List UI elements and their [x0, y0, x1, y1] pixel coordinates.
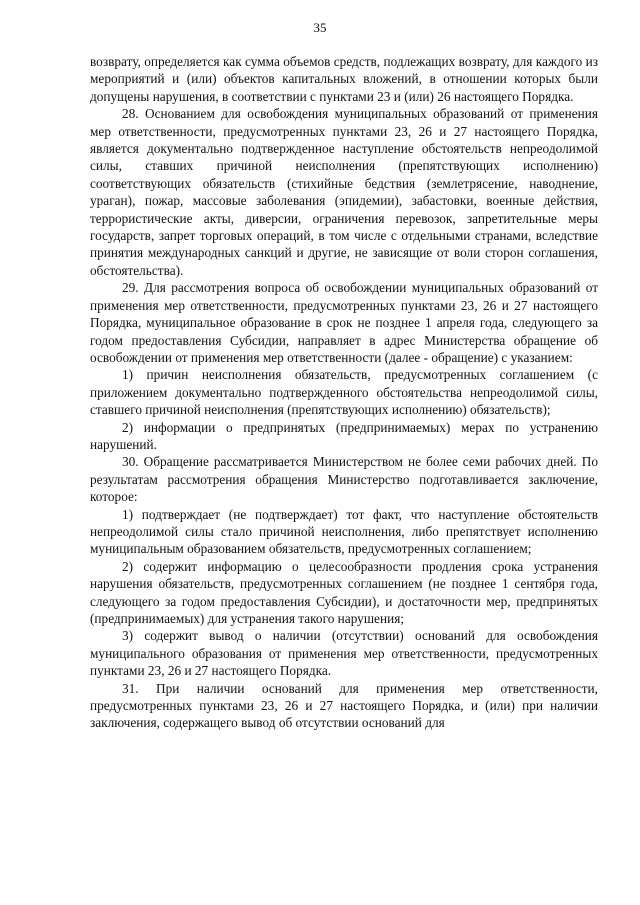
paragraph-30-item-1: 1) подтверждает (не подтверждает) тот факт, что наступление обстоятельств непреодолимой силы стало причиной неисполнения, либо препятствует исполнению муниципальным образованием обязательств, предусмотренных соглашением;: [90, 506, 598, 557]
paragraph-28: 28. Основанием для освобождения муниципальных образований от применения мер ответственности, предусмотренных пунктами 23, 26 и 27 настоящего Порядка, является документально подтвержденное наступление обстоятельств непреодолимой силы, ставших причиной неисполнения (препятствующих исполнению) соответствующих обязательств (стихийные бедствия (землетрясение, наводнение, ураган), пожар, массовые заболевания (эпидемии), забастовки, военные действия, террористические акты, диверсии, ограничения перевозок, запретительные меры государств, запрет торговых операций, в том числе с отдельными странами, вследствие принятия международных санкций и другие, не зависящие от воли сторон соглашения, обстоятельства).: [90, 106, 598, 278]
document-body: [90, 53, 598, 732]
paragraph-29-item-2: 2) информации о предпринятых (предпринимаемых) мерах по устранению нарушений.: [90, 419, 598, 452]
paragraph-31: 31. При наличии оснований для применения мер ответственности, предусмотренных пунктами 23, 26 и 27 настоящего Порядка, и (или) при наличии заключения, содержащего вывод об отсутствии оснований для: [90, 680, 598, 731]
paragraph-30-item-2: 2) содержит информацию о целесообразности продления срока устранения нарушения обязательств, предусмотренных соглашением (не позднее 1 сентября года, следующего за годом предоставления Субсидии), и достаточности мер, предпринятых (предпринимаемых) для устранения такого нарушения;: [90, 558, 598, 626]
paragraph-continuation: возврату, определяется как сумма объемов средств, подлежащих возврату, для каждого из мероприятий и (или) объектов капитальных вложений, в отношении которых были допущены нарушения, в соответствии с пунктами 23 и (или) 26 настоящего Порядка.: [90, 54, 598, 104]
page-number: 35: [313, 20, 327, 35]
paragraph-29: 29. Для рассмотрения вопроса об освобождении муниципальных образований от применения мер ответственности, предусмотренных пунктами 23, 26 и 27 настоящего Порядка, муниципальное образование в срок не позднее 1 апреля года, следующего за годом предоставления Субсидии, направляет в адрес Министерства обращение об освобождении от применения мер ответственности (далее - обращение) с указанием:: [90, 280, 598, 365]
paragraph-30-item-3: 3) содержит вывод о наличии (отсутствии) оснований для освобождения муниципального образования от применения мер ответственности, предусмотренных пунктами 23, 26 и 27 настоящего Порядка.: [90, 628, 598, 679]
paragraph-29-item-1: 1) причин неисполнения обязательств, предусмотренных соглашением (с приложением документально подтвержденного обстоятельства непреодолимой силы, ставшего причиной неисполнения (препятствующих исполнению) обязательств);: [90, 367, 598, 418]
paragraph-30: 30. Обращение рассматривается Министерством не более семи рабочих дней. По результатам рассмотрения обращения Министерство подготавливается заключение, которое:: [90, 454, 598, 505]
